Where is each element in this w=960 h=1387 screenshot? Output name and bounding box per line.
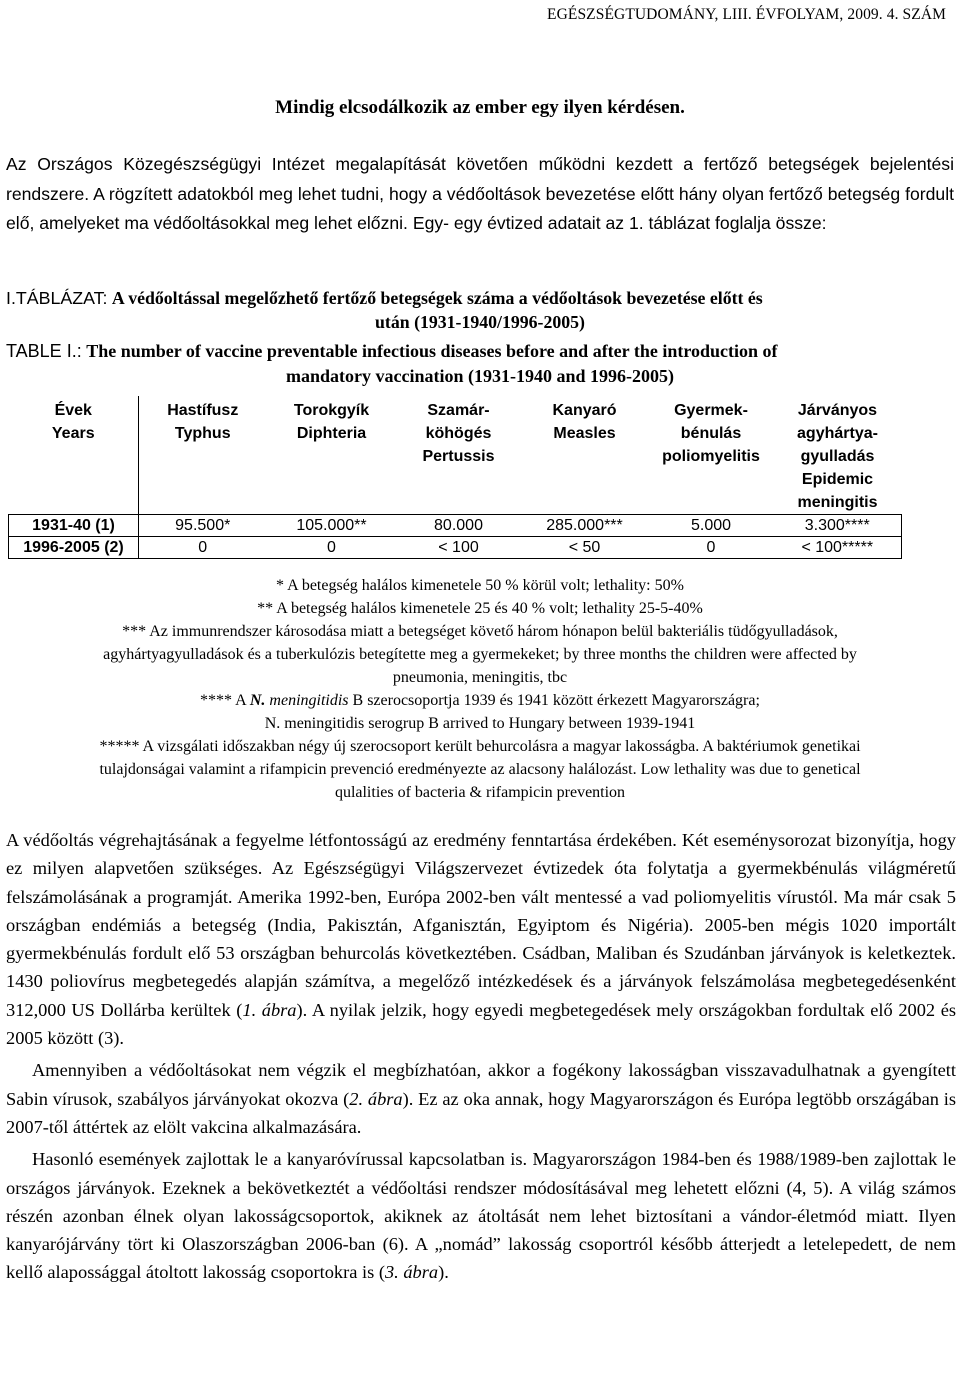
header-meningitis: Járványos agyhártya- gyulladás Epidemic meningitis bbox=[797, 402, 878, 511]
footnote-4-rest: B szerocsoportja 1939 és 1941 között érkezett Magyarországra; bbox=[348, 692, 760, 709]
table-cell: < 50 bbox=[521, 537, 649, 559]
footnote-1: * A betegség halálos kimenetele 50 % körül volt; lethality: 50% bbox=[276, 577, 684, 594]
footnote-4-line1 bbox=[6, 689, 954, 712]
table-header-row bbox=[9, 396, 902, 515]
body-paragraph-2: Amennyiben a védőoltásokat nem végzik el megbízhatóan, akkor a fogékony lakosságban visszavadulhatnak a gyengített Sabin vírusok, szabályos járványokat okozva (2. ábra). Ez az oka annak, hogy Magyarországon és Európa legtöbb országában is 2007-től áttértek az elölt vakcina alkalmazására. bbox=[6, 1060, 957, 1137]
body-paragraph-1: A védőoltás végrehajtásának a fegyelme létfontosságú az eredmény fenntartása érdekében. Két eseménysorozat bizonyítja, hogy ez milyen alapvetően szükséges. Az Egészségügyi Világszervezet évtizedek óta folytatja a gyermekbénulás világméretű felszámolásának a programját. Amerika 1992-ben, Európa 2002-ben vált mentessé a vad poliomyelitis vírustól. Ma már csak 5 országban endémiás a betegség (India, Pakisztán, Afganisztán, Egyiptom és Nigéria). 2005-ben mégis 1020 importált gyermekbénulás fordult elő 53 országban behurcolás következtében. Csádban, Maliban és Szudánban járványok is keletkeztek. 1430 poliovírus megbetegedés alapján számítva, a megelőző intézkedések és a járványok felszámolása megbetegedésenként 312,000 US Dollárba kerültek (1. ábra). A nyilak jelzik, hogy egyedi megbetegedések mely országokban fordultak elő 2002 és 2005 között (3). bbox=[6, 830, 957, 1049]
caption-hu-line2: után (1931-1940/1996-2005) bbox=[375, 311, 585, 332]
disease-table bbox=[8, 396, 902, 559]
footnote-5-line2: tulajdonságai valamint a rifampicin prevenció eredményezte az alacsony halálozást. Low lethality was due to genetical bbox=[99, 761, 861, 778]
footnote-3-line1: *** Az immunrendszer károsodása miatt a betegséget követő három hónapon belül bakteriális tüdőgyulladások, bbox=[122, 623, 838, 640]
table-cell: 1996-2005 (2) bbox=[9, 537, 139, 559]
body-paragraph-3: Hasonló események zajlottak le a kanyaróvírussal kapcsolatban is. Magyarországon 1984-ben és 1988/1989-ben zajlottak le országos járványok. Ezeknek a bekövetkeztét a védőoltási rendszer módosításával meg lehetett előzni (4, 5). A világ számos részén azonban élnek olyan lakosságcsoportok, akiknek az átoltását nem lehet biztosítani a vándor-életmód miatt. Ilyen kanyarójárvány tört ki Olaszországban 2006-ban (6). A „nomád” lakosság csoportról később átterjedt a letelepedett, de nem kellő alapossággal átoltott lakosság csoportokra is (3. ábra). bbox=[6, 1149, 956, 1283]
figure-ref-1: 1. ábra bbox=[242, 999, 297, 1020]
table-cell: < 100 bbox=[397, 537, 521, 559]
caption-hu-prefix: I.TÁBLÁZAT: bbox=[6, 288, 108, 308]
footnote-4-line2: N. meningitidis serogrup B arrived to Hungary between 1939-1941 bbox=[264, 715, 696, 732]
table-cell: 80.000 bbox=[397, 515, 521, 537]
footnote-4-species: meningitidis bbox=[265, 692, 349, 709]
caption-hu-text: A védőoltással megelőzhető fertőző betegségek száma a védőoltások bevezetése előtt és bbox=[111, 288, 763, 308]
table-footnotes bbox=[6, 574, 954, 804]
footnote-4-genus: N. bbox=[249, 692, 266, 709]
table-cell: 0 bbox=[139, 537, 267, 559]
footnote-5-line1: ***** A vizsgálati időszakban négy új szerocsoport került behurcolásra a magyar lakosságba. A baktériumok genetikai bbox=[99, 738, 861, 755]
footnote-5-line3: qulalities of bacteria & rifampicin prevention bbox=[334, 784, 626, 801]
caption-en-line1 bbox=[6, 339, 954, 364]
footnote-2: ** A betegség halálos kimenetele 25 és 40 % volt; lethality 25-5-40% bbox=[257, 600, 703, 617]
header-years: Évek Years bbox=[9, 396, 139, 515]
table-row bbox=[9, 537, 902, 559]
figure-ref-2: 2. ábra bbox=[349, 1088, 403, 1109]
table-caption-english bbox=[6, 339, 954, 388]
table-cell: 0 bbox=[649, 537, 774, 559]
running-header: EGÉSZSÉGTUDOMÁNY, LIII. ÉVFOLYAM, 2009. 4. SZÁM bbox=[547, 6, 946, 23]
table-cell: 0 bbox=[267, 537, 397, 559]
table-cell: 3.300**** bbox=[774, 515, 902, 537]
table-cell: 105.000** bbox=[267, 515, 397, 537]
table-cell: < 100***** bbox=[774, 537, 902, 559]
table-cell: 1931-40 (1) bbox=[9, 515, 139, 537]
header-measles: Kanyaró Measles bbox=[552, 402, 617, 442]
intro-paragraph: Az Országos Közegészségügyi Intézet megalapítását követően működni kezdett a fertőző betegségek bejelentési rendszere. A rögzített adatokból meg lehet tudni, hogy a védőoltások bevezetése előtt hány olyan fertőző betegség fordult elő, amelyeket ma védőoltásokkal meg lehet előzni. Egy- egy évtized adatait az 1. táblázat foglalja össze: bbox=[6, 154, 954, 233]
footnote-3-line2: agyhártyagyulladások és a tuberkulózis betegítette meg a gyermekeket; by three months the children were affected by bbox=[103, 646, 857, 663]
table-cell: 285.000*** bbox=[521, 515, 649, 537]
figure-ref-3: 3. ábra bbox=[384, 1262, 439, 1283]
intro-title: Mindig elcsodálkozik az ember egy ilyen kérdésen. bbox=[275, 97, 685, 118]
body-text bbox=[6, 826, 956, 1291]
caption-en-line2: mandatory vaccination (1931-1940 and 1996-2005) bbox=[286, 365, 674, 386]
table-cell: 95.500* bbox=[139, 515, 267, 537]
header-diphteria: Torokgyík Diphteria bbox=[293, 402, 370, 442]
footnote-3-line3: pneumonia, meningitis, tbc bbox=[392, 669, 568, 686]
caption-hu-line1 bbox=[6, 287, 954, 311]
header-pertussis: Szamár- köhögés Pertussis bbox=[422, 402, 495, 465]
table-cell: 5.000 bbox=[649, 515, 774, 537]
caption-en-prefix: TABLE I.: bbox=[6, 341, 82, 361]
table-row bbox=[9, 515, 902, 537]
table-caption-hungarian bbox=[6, 287, 954, 334]
header-typhus: Hastífusz Typhus bbox=[167, 402, 239, 442]
header-poliomyelitis: Gyermek- bénulás poliomyelitis bbox=[662, 402, 760, 465]
footnote-4-prefix: **** A bbox=[200, 692, 250, 709]
caption-en-text: The number of vaccine preventable infectious diseases before and after the introduction of bbox=[86, 341, 778, 361]
